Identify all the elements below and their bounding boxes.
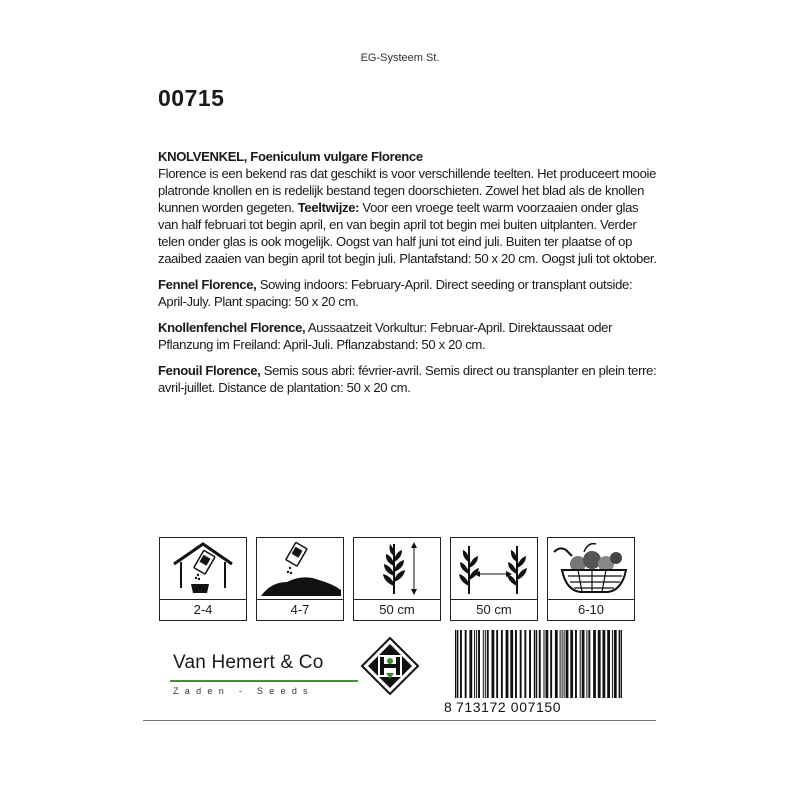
dutch-text-2: Voor een vroege teelt warm voorzaaien onder glas van half februari tot begin april, en van begin april tot begin mei buiten uitplanten. Verder telen onder glas is ook mogelijk. Oogst van half juni tot eind juli. Buiten ter plaatse of op zaaibed zaaien van begin april tot begin juli. Plantafstand: 50 x 20 cm. Oogst juli tot oktober. <box>158 200 657 266</box>
barcode-bar <box>524 630 526 698</box>
english-text: Sowing indoors: February-April. Direct seeding or transplant outside: April-July. Plant spacing: 50 x 20 cm. <box>158 277 633 309</box>
german-text: Aussaatzeit Vorkultur: Februar-April. Direktaussaat oder Pflanzung im Freiland: April-Juli. Pflanzabstand: 50 x 20 cm. <box>158 320 613 352</box>
barcode-bar <box>510 630 513 698</box>
brand-underline <box>170 680 358 682</box>
barcode-bar <box>492 630 495 698</box>
french-text: Semis sous abri: février-avril. Semis direct ou transplanter en plein terre: avril-juillet. Distance de plantation: 50 x 20 cm. <box>158 363 657 395</box>
french-description <box>158 362 658 396</box>
barcode-bar <box>607 630 610 698</box>
barcode-icon <box>441 630 633 715</box>
barcode-bar <box>487 630 489 698</box>
barcode-bar <box>570 630 573 698</box>
barcode-bar <box>564 630 565 698</box>
barcode-bar <box>619 630 620 708</box>
barcode-bar <box>539 630 541 698</box>
indoor-sowing-cell <box>159 537 247 621</box>
english-description <box>158 276 658 310</box>
barcode-bar <box>520 630 522 698</box>
brand-tagline: Zaden - Seeds <box>173 686 314 696</box>
barcode-bar <box>469 630 472 698</box>
barcode-bar <box>621 630 622 708</box>
barcode-bar <box>555 630 558 698</box>
barcode-bar <box>506 630 509 698</box>
plant-height-icon <box>354 538 440 596</box>
outdoor-sowing-label: 4-7 <box>257 599 343 619</box>
harvest-cell <box>547 537 635 621</box>
dutch-text-1: Florence is een bekend ras dat geschikt is voor verschillende teelten. Het produceert mooie platronde knollen en is redelijk bestand tegen doorschieten. Zowel het blad als de knollen kunnen worden gegeten. <box>158 166 657 215</box>
dutch-description <box>158 148 658 267</box>
barcode-bar <box>598 630 601 698</box>
barcode-bar <box>544 630 545 698</box>
bottom-rule <box>143 720 656 721</box>
barcode-bar <box>575 630 577 698</box>
description-block <box>158 148 658 405</box>
barcode-bar <box>566 630 569 698</box>
barcode-bar <box>534 630 535 708</box>
sowing-icons-row <box>159 537 643 621</box>
product-code: 00715 <box>158 85 225 111</box>
barcode-bar <box>483 630 484 698</box>
barcode-bar <box>586 630 587 698</box>
barcode-first-digit: 8 <box>444 699 452 715</box>
indoor-sowing-icon <box>160 538 246 596</box>
plant-height-label: 50 cm <box>354 599 440 619</box>
barcode-bar <box>476 630 477 698</box>
barcode-bar <box>457 630 458 708</box>
barcode-bar <box>460 630 462 698</box>
barcode-bar <box>474 630 475 698</box>
van-hemert-logo-icon <box>360 637 420 695</box>
eg-systeem-label: EG-Systeem St. <box>360 52 440 64</box>
barcode-bar <box>612 630 613 698</box>
brand-name: Van Hemert & Co <box>173 652 324 673</box>
barcode-bar <box>588 630 590 698</box>
barcode-bar <box>560 630 561 698</box>
barcode-bar <box>515 630 517 698</box>
barcode-digits: 713172 007150 <box>456 699 562 715</box>
barcode-bar <box>593 630 596 698</box>
german-description <box>158 319 658 353</box>
english-title: Fennel Florence, <box>158 277 257 292</box>
plant-spacing-cell <box>450 537 538 621</box>
barcode-bar <box>582 630 585 698</box>
barcode-bar <box>536 630 537 708</box>
outdoor-sowing-icon <box>257 538 343 596</box>
barcode-bar <box>603 630 606 698</box>
barcode-bar <box>580 630 581 698</box>
barcode-bar <box>496 630 498 698</box>
french-title: Fenouil Florence, <box>158 363 261 378</box>
outdoor-sowing-cell <box>256 537 344 621</box>
harvest-label: 6-10 <box>548 599 634 619</box>
barcode-bar <box>550 630 552 698</box>
harvest-basket-icon <box>548 538 634 596</box>
german-title: Knollenfenchel Florence, <box>158 320 306 335</box>
barcode-bar <box>529 630 531 698</box>
dutch-title: KNOLVENKEL, Foeniculum vulgare Florence <box>158 149 423 164</box>
barcode-bar <box>614 630 617 698</box>
plant-spacing-icon <box>451 538 537 596</box>
barcode-bar <box>501 630 503 698</box>
barcode-bar <box>485 630 486 698</box>
indoor-sowing-label: 2-4 <box>160 599 246 619</box>
barcode-bar <box>465 630 467 698</box>
dutch-label-teeltwijze: Teeltwijze: <box>297 200 360 215</box>
barcode-bar <box>546 630 549 698</box>
plant-height-cell <box>353 537 441 621</box>
barcode-bar <box>562 630 563 698</box>
plant-spacing-label: 50 cm <box>451 599 537 619</box>
barcode-bar <box>455 630 456 708</box>
barcode-bar <box>478 630 480 698</box>
